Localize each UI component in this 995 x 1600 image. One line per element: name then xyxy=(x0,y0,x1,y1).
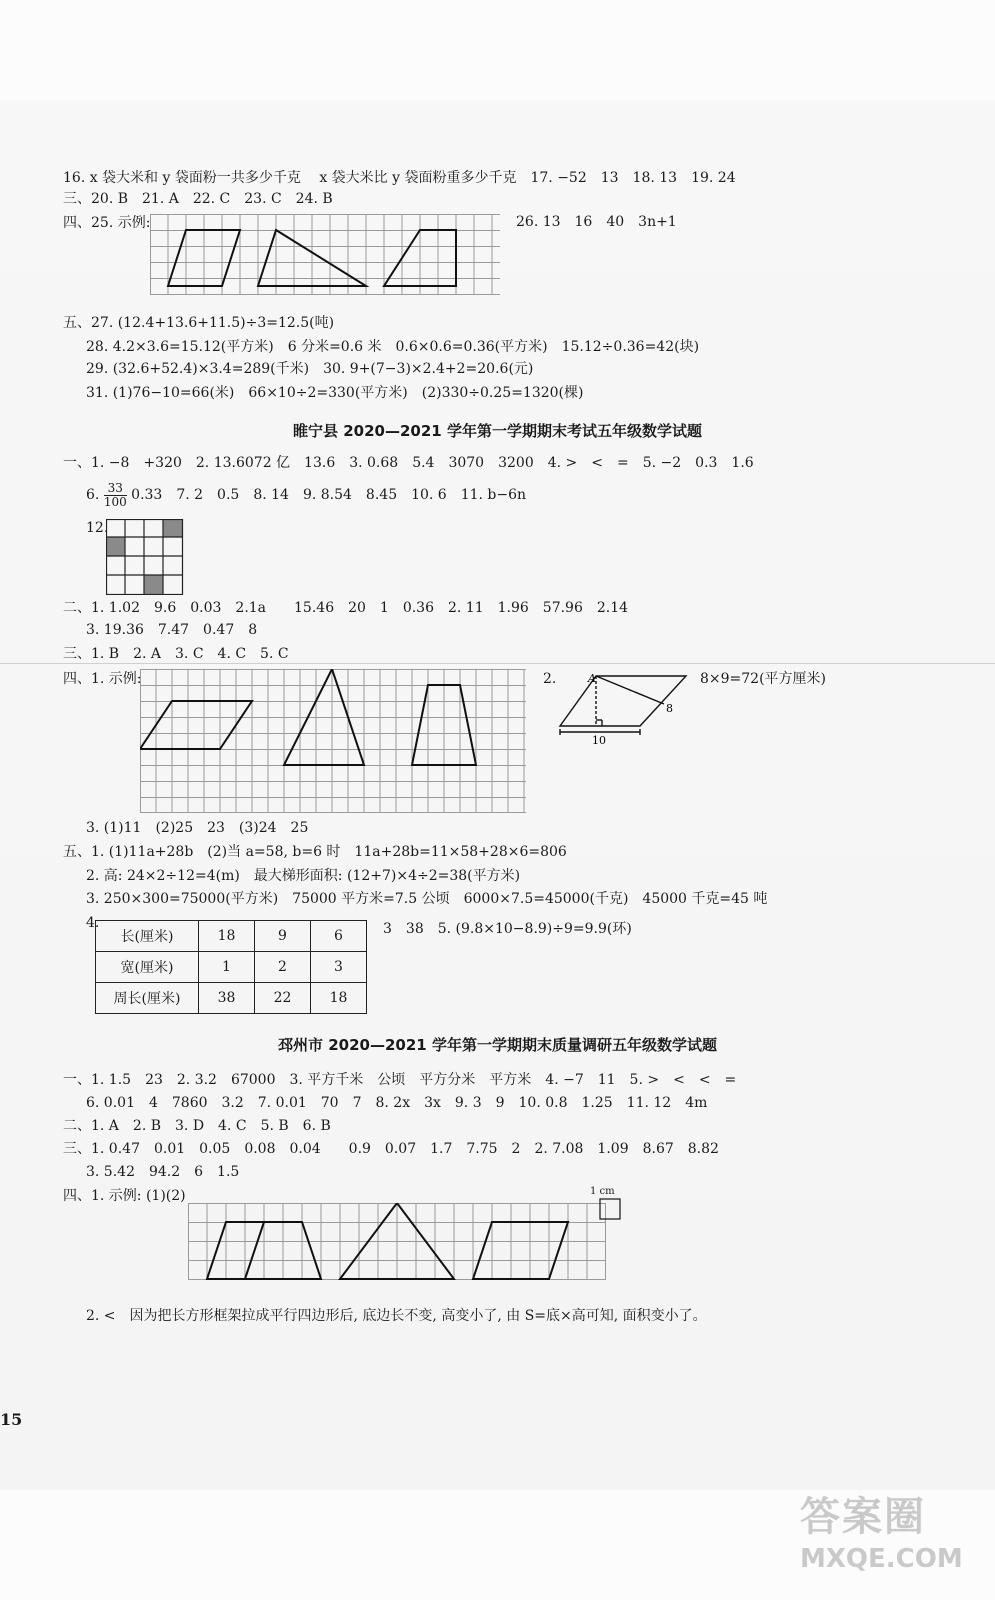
answer-line-26: 26. 13 16 40 3n+1 xyxy=(516,214,677,230)
s2-line-san: 三、1. B 2. A 3. C 4. C 5. C xyxy=(63,646,289,662)
grid-figure-25 xyxy=(150,214,500,296)
parallelogram-figure xyxy=(556,668,692,746)
answer-line-20: 三、20. B 21. A 22. C 23. C 24. B xyxy=(63,191,333,207)
s2-line-1: 一、1. −8 +320 2. 13.6072 亿 13.6 3. 0.68 5.4 3070 3200 4. > < = 5. −2 0.3 1.6 xyxy=(63,455,754,471)
table-cell: 3 xyxy=(311,952,367,983)
answer-line-16: 16. x 袋大米和 y 袋面粉一共多少千克 x 袋大米比 y 袋面粉重多少千克 17. −52 13 18. 13 19. 24 xyxy=(63,170,736,186)
shaded-grid-12 xyxy=(106,519,184,595)
table-cell: 2 xyxy=(255,952,311,983)
table-cell: 6 xyxy=(311,921,367,952)
dimension-table xyxy=(95,920,367,1014)
s3-line-7: 2. < 因为把长方形框架拉成平行四边形后, 底边长不变, 高变小了, 由 S=底×高可知, 面积变小了。 xyxy=(86,1308,707,1324)
s3-line-2: 6. 0.01 4 7860 3.2 7. 0.01 70 7 8. 2x 3x 9. 3 9 10. 0.8 1.25 11. 12 4m xyxy=(86,1095,708,1111)
s2-line-si2: 2. xyxy=(543,671,557,687)
table-cell: 38 xyxy=(199,983,255,1014)
table-row xyxy=(96,921,367,952)
s2-line-si2-answer: 8×9=72(平方厘米) xyxy=(700,671,827,687)
table-cell: 周长(厘米) xyxy=(96,983,199,1014)
s2-line-wu2: 2. 高: 24×2÷12=4(m) 最大梯形面积: (12+7)×4÷2=38(平方米) xyxy=(86,868,521,884)
section-title-suining: 睢宁县 2020—2021 学年第一学期期末考试五年级数学试题 xyxy=(293,422,702,440)
answer-line-25: 四、25. 示例: xyxy=(63,215,151,231)
s2-line-6-rest: 0.33 7. 2 0.5 8. 14 9. 8.54 8.45 10. 6 11. b−6n xyxy=(131,487,527,503)
s2-line-er: 二、1. 1.02 9.6 0.03 2.1a 15.46 20 1 0.36 2. 11 1.96 57.96 2.14 xyxy=(63,600,629,616)
answer-line-29: 29. (32.6+52.4)×3.4=289(千米) 30. 9+(7−3)×2.4+2=20.6(元) xyxy=(86,361,534,377)
s3-line-4: 三、1. 0.47 0.01 0.05 0.08 0.04 0.9 0.07 1.7 7.75 2 2. 7.08 1.09 8.67 8.82 xyxy=(63,1141,719,1157)
s2-line-si: 四、1. 示例: xyxy=(63,671,142,687)
s2-line-wu4-rest: 3 38 5. (9.8×10−8.9)÷9=9.9(环) xyxy=(383,921,632,937)
fraction-numerator: 33 xyxy=(104,482,127,496)
section-title-pizhou: 邳州市 2020—2021 学年第一学期期末质量调研五年级数学试题 xyxy=(278,1036,717,1054)
page-number: 15 xyxy=(0,1410,23,1429)
grid-figure-si-1 xyxy=(140,669,526,813)
s2-line-si3: 3. (1)11 (2)25 23 (3)24 25 xyxy=(86,820,309,836)
side-label-10: 10 xyxy=(592,734,606,746)
s2-line-3: 3. 19.36 7.47 0.47 8 xyxy=(86,622,258,638)
table-cell: 18 xyxy=(311,983,367,1014)
s2-line-wu1: 五、1. (1)11a+28b (2)当 a=58, b=6 时 11a+28b=11×58+28×6=806 xyxy=(63,844,567,860)
table-row xyxy=(96,983,367,1014)
table-cell: 长(厘米) xyxy=(96,921,199,952)
answer-line-27: 五、27. (12.4+13.6+11.5)÷3=12.5(吨) xyxy=(63,315,335,331)
grid-figure-pizhou xyxy=(188,1203,606,1281)
table-cell: 22 xyxy=(255,983,311,1014)
side-label-8: 8 xyxy=(666,702,673,715)
fraction xyxy=(104,482,127,509)
watermark-url: MXQE.COM xyxy=(800,1544,963,1574)
table-cell: 1 xyxy=(199,952,255,983)
s2-line-6-prefix: 6. xyxy=(86,487,100,503)
answer-line-31: 31. (1)76−10=66(米) 66×10÷2=330(平方米) (2)330÷0.25=1320(棵) xyxy=(86,385,584,401)
table-cell: 宽(厘米) xyxy=(96,952,199,983)
s3-line-1: 一、1. 1.5 23 2. 3.2 67000 3. 平方千米 公顷 平方分米 平方米 4. −7 11 5. > < < = xyxy=(63,1072,737,1088)
watermark-logo xyxy=(800,1490,985,1590)
s3-line-5: 3. 5.42 94.2 6 1.5 xyxy=(86,1164,240,1180)
s2-line-wu3: 3. 250×300=75000(平方米) 75000 平方米=7.5 公顷 6000×7.5=45000(千克) 45000 千克=45 吨 xyxy=(86,891,768,907)
answer-line-28: 28. 4.2×3.6=15.12(平方米) 6 分米=0.6 米 0.6×0.6=0.36(平方米) 15.12÷0.36=42(块) xyxy=(86,339,700,355)
s2-line-6 xyxy=(86,480,526,510)
vertex-label-a: A xyxy=(588,672,596,685)
s3-line-6: 四、1. 示例: (1)(2) xyxy=(63,1188,186,1204)
fraction-denominator: 100 xyxy=(103,494,127,509)
s3-line-3: 二、1. A 2. B 3. D 4. C 5. B 6. B xyxy=(63,1118,331,1134)
table-cell: 9 xyxy=(255,921,311,952)
s2-line-wu4: 4. xyxy=(86,915,100,931)
s2-line-12: 12. xyxy=(86,520,109,536)
table-row xyxy=(96,952,367,983)
watermark-main-text: 答案圈 xyxy=(800,1494,926,1540)
scale-square xyxy=(598,1197,624,1225)
table-cell: 18 xyxy=(199,921,255,952)
scale-label: 1 cm xyxy=(590,1186,615,1197)
